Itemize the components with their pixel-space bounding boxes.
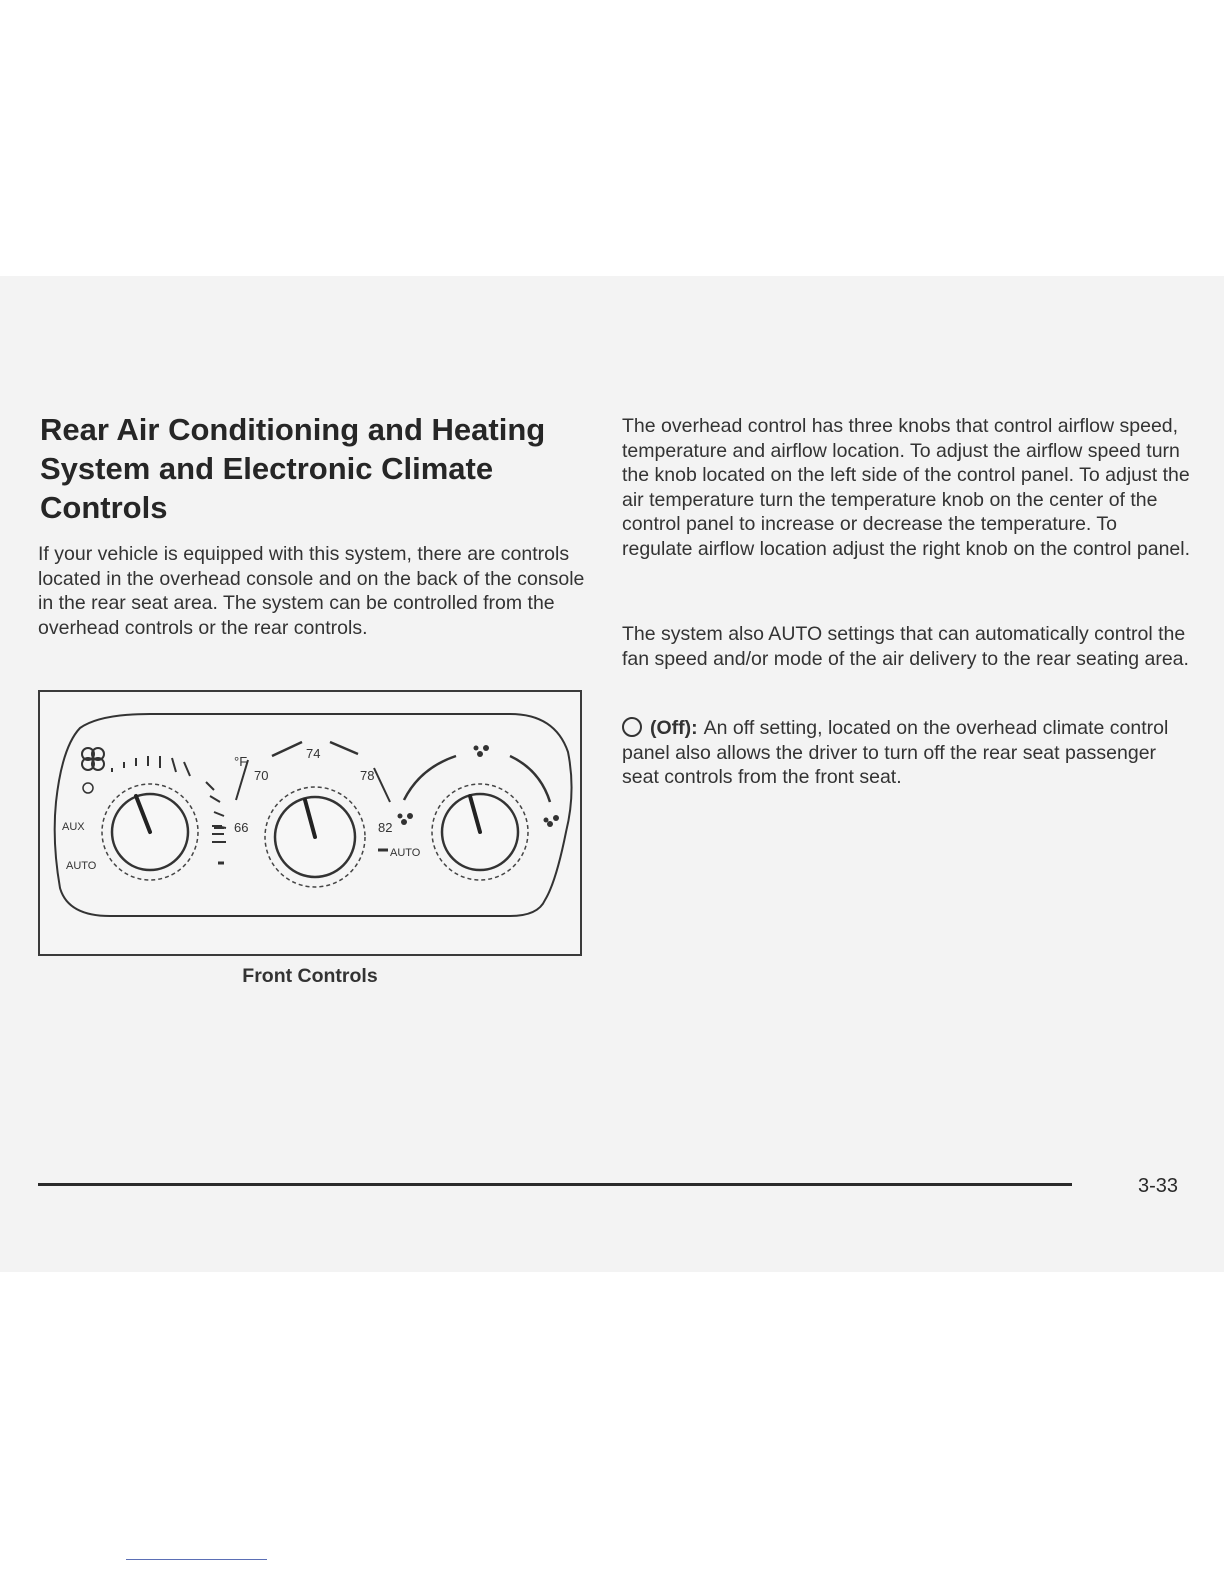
climate-control-panel-illustration	[40, 692, 584, 958]
off-icon	[83, 783, 93, 793]
temp-66-label: 66	[234, 820, 249, 835]
auto-label-left: AUTO	[66, 860, 97, 872]
fan-speed-ticks	[112, 756, 190, 776]
page-number: 3-33	[1137, 1175, 1178, 1197]
auto-label-right: AUTO	[390, 847, 421, 859]
off-description: An off setting, located on the overhead climate control panel also allows the driver to turn off the rear seat passenger seat controls from the front seat.	[622, 717, 1169, 789]
temp-arc-right	[374, 768, 390, 802]
vent-icon-left	[398, 813, 414, 825]
mode-arc-right	[510, 756, 550, 802]
temp-70-label: 70	[254, 768, 269, 783]
temp-82-label: 82	[378, 820, 393, 835]
footer-rule	[38, 1183, 1072, 1186]
vent-icon-top	[474, 745, 490, 757]
temperature-scale-ticks	[206, 782, 226, 863]
figure-caption: Front Controls	[242, 965, 378, 987]
footer-link-underline	[126, 1559, 267, 1560]
fahrenheit-label: °F	[234, 754, 248, 769]
temp-74-label: 74	[306, 746, 321, 761]
fan-icon	[82, 748, 104, 770]
vent-icon-right	[544, 815, 560, 827]
front-controls-figure	[38, 690, 582, 956]
overhead-control-paragraph: The overhead control has three knobs that control airflow speed, temperature and airflow location. To adjust the airflow speed turn the knob located on the left side of the control panel. To adjust the air temperature turn the temperature knob on the center of the control panel to increase or decrease the temperature. To regulate airflow location adjust the right knob on the control panel.	[622, 415, 1191, 560]
airflow-mode-knob	[432, 784, 528, 880]
off-label: (Off):	[650, 717, 698, 739]
fan-speed-knob	[102, 784, 198, 880]
temperature-knob	[265, 787, 365, 887]
intro-paragraph: If your vehicle is equipped with this system, there are controls located in the overhead console and on the back of the console in the rear seat area. The system can be controlled from the overhead controls or the rear controls.	[38, 543, 585, 639]
temp-arc-top-left	[272, 742, 302, 756]
temp-78-label: 78	[360, 768, 375, 783]
aux-label: AUX	[62, 821, 85, 833]
auto-settings-paragraph: The system also AUTO settings that can automatically control the fan speed and/or mode of the air delivery to the rear seating area.	[622, 623, 1189, 670]
section-heading: Rear Air Conditioning and Heating System and Electronic Climate Controls	[40, 412, 546, 525]
off-icon	[622, 717, 642, 737]
temp-arc-top-right	[330, 742, 358, 754]
mode-arc-left	[404, 756, 456, 800]
off-setting-paragraph	[622, 716, 1192, 790]
